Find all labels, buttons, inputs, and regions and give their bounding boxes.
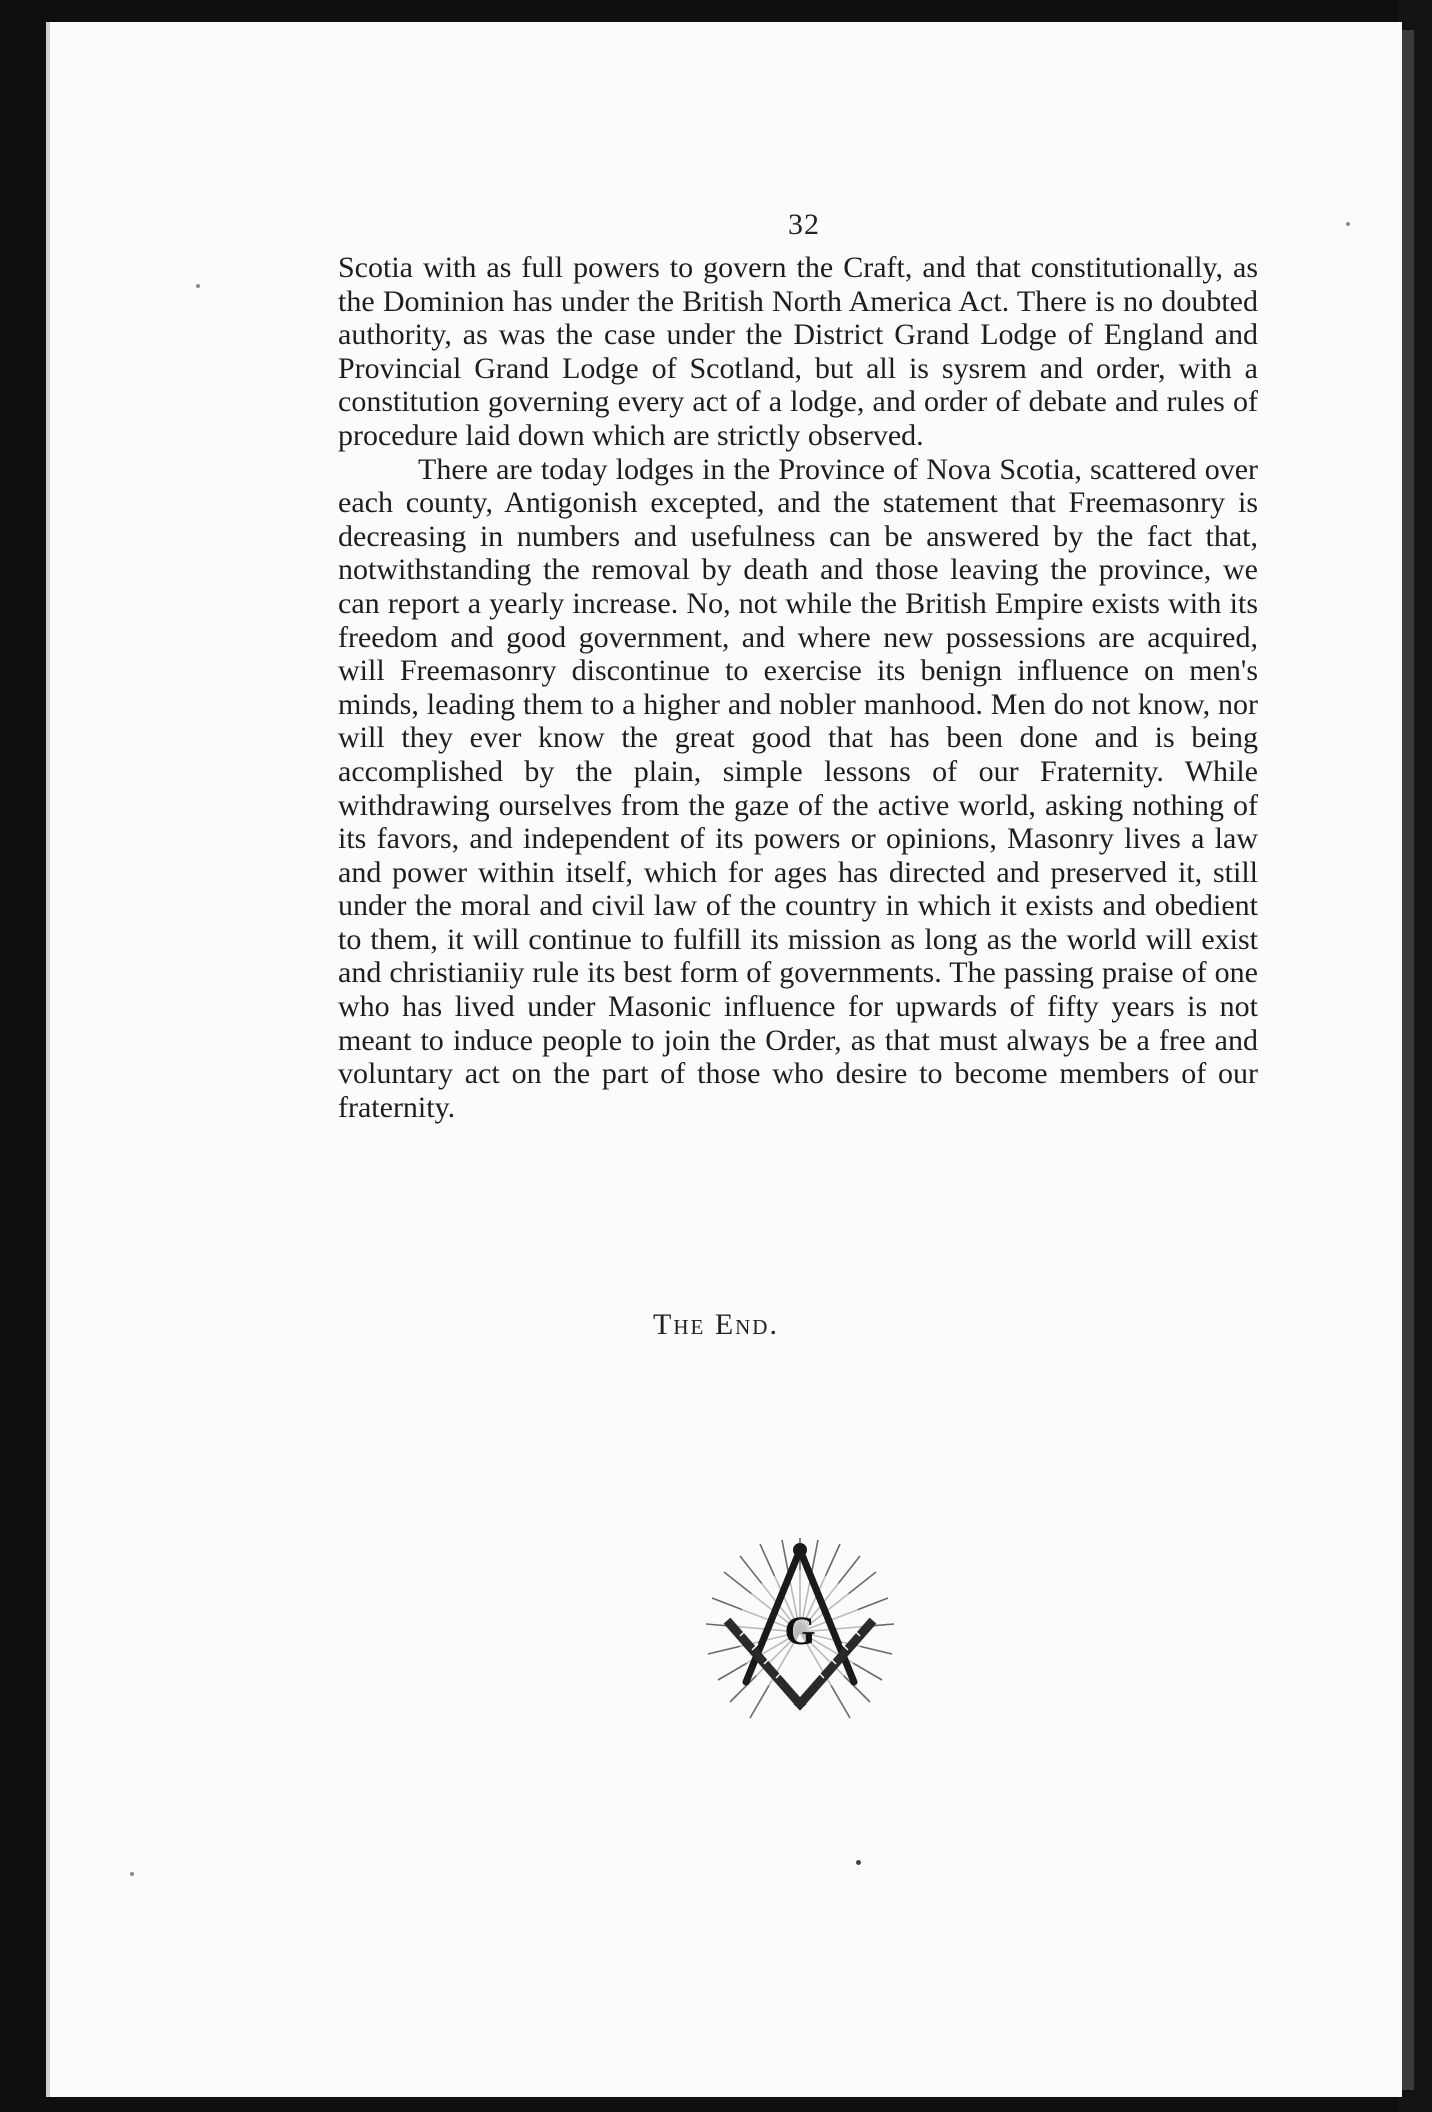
paragraph-2: There are today lodges in the Province of Nova Scotia, scattered over each county, Antigonish excepted, and the statement that Freemasonry is decreasing in numbers and usefulness can be answered by the fact that, notwithstanding the removal by death and those leaving the province, we can report a yearly increase. No, not while the British Empire exists with its freedom and good government, and where new possessions are acquired, will Freemasonry discontinue to exercise its benign influence on men's minds, leading them to a higher and nobler manhood. Men do not know, nor will they ever know the great good that has been done and is being accomplished by the plain, simple lessons of our Fraternity. While withdrawing ourselves from the gaze of the active world, asking nothing of its favors, and independent of its powers or opinions, Masonry lives a law and power within itself, which for ages has directed and preserved it, still under the moral and civil law of the country in which it exists and obedient to them, it will continue to fulfill its mission as long as the world will exist and christianiiy rule its best form of governments. The passing praise of one who has lived under Masonic influence for upwards of fifty years is not meant to induce people to join the Order, as that must always be a free and voluntary act on the part of those who desire to become members of our fraternity. — [338, 452, 1258, 1124]
svg-text:G: G — [784, 1608, 816, 1653]
body-text — [338, 251, 1258, 1124]
paper-speck — [196, 284, 200, 288]
adjacent-page-edge — [1402, 30, 1414, 2090]
closing-text: The End. — [653, 1308, 779, 1341]
square-and-compasses-emblem-icon — [700, 1532, 900, 1732]
paper-speck — [1346, 222, 1350, 226]
page-number: 32 — [788, 208, 820, 241]
paragraph-1: Scotia with as full powers to govern the Craft, and that constitutionally, as the Dominion has under the British North America Act. There is no doubted authority, as was the case under the District Grand Lodge of England and Provincial Grand Lodge of Scotland, but all is sysrem and order, with a constitution governing every act of a lodge, and order of debate and rules of procedure laid down which are strictly observed. — [338, 251, 1258, 452]
scan-right-edge — [1398, 0, 1432, 2112]
paper-speck — [856, 1860, 861, 1865]
paper-speck — [130, 1872, 134, 1876]
